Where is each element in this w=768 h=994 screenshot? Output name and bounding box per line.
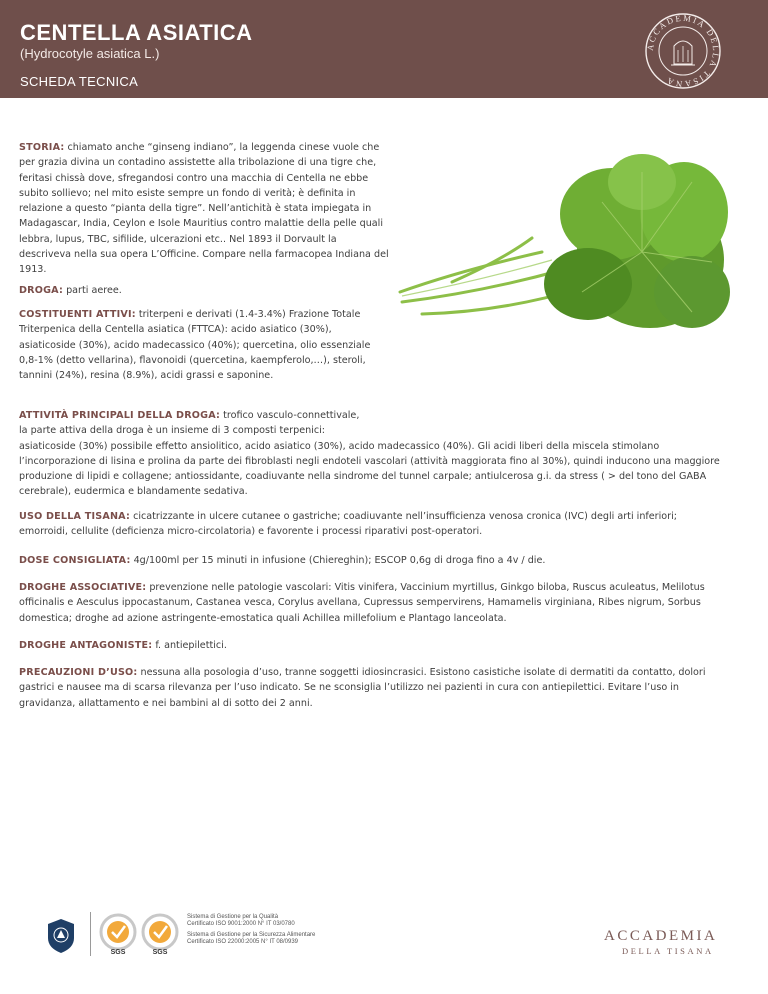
document-type: SCHEDA TECNICA (20, 74, 139, 89)
label-antagoniste: DROGHE ANTAGONISTE: (19, 640, 153, 651)
text-dose: 4g/100ml per 15 minuti in infusione (Chiereghin); ESCOP 0,6g di droga fino a 4v / die. (130, 555, 546, 566)
section-droga (19, 283, 391, 298)
text-precauzioni: nessuna alla posologia d’uso, tranne soggetti idiosincrasici. Esistono casistiche isolate di dermatiti da contatto, dolori gastrici e nausee ma di scarsa rilevanza per l’uso indicato. Se ne sconsiglia l’utilizzo nei pazienti in cura con antiepilettici. Evitare l’uso in gravidanza, allattamento e nei bambini al di sotto dei 2 anni. (19, 667, 706, 709)
label-dose: DOSE CONSIGLIATA: (19, 555, 131, 566)
footer-divider (90, 912, 91, 956)
cert-line-3: Sistema di Gestione per la Sicurezza Alimentare (187, 931, 316, 938)
label-costituenti: COSTITUENTI ATTIVI: (19, 309, 136, 320)
section-precauzioni (19, 665, 729, 711)
text-storia: chiamato anche “ginseng indiano”, la leggenda cinese vuole che per grazia divina un contadino assistette alla tribolazione di una tigre che, feritasi chissà dove, sfregandosi contro una macchia di Centella ne ebbe subito sollievo; nel mito esiste sempre un fondo di verità; è definita in relazione a questo “pianta della tigre”. Nell’antichità è stata impiegata in Madagascar, India, Ceylon e Isole Mauritius contro malattie della pelle quali lebbra, lupus, TBC, sifilide, ulcerazioni etc.. Nel 1893 il Dorvault la descriveva nella sua opera L’Officine. Compare nella farmacopea Indiana del 1913. (19, 142, 389, 276)
brand-name: ACCADEMIA (604, 928, 718, 944)
cert-line-4: Certificato ISO 22000:2005 N° IT 08/0939 (187, 939, 299, 946)
label-associative: DROGHE ASSOCIATIVE: (19, 582, 147, 593)
label-storia: STORIA: (19, 142, 65, 153)
section-uso-tisana (19, 509, 729, 540)
section-associative (19, 580, 729, 626)
page-title: CENTELLA ASIATICA (20, 20, 253, 45)
label-attivita: ATTIVITÀ PRINCIPALI DELLA DROGA: (19, 410, 221, 421)
text-attivita-line2: la parte attiva della droga è un insieme di 3 composti terpenici: (19, 425, 326, 437)
brand-subtitle: DELLA TISANA (622, 946, 714, 956)
section-costituenti (19, 307, 391, 383)
text-antagoniste: f. antiepilettici. (152, 640, 227, 651)
accademia-crest-icon (46, 918, 76, 954)
accademia-seal-icon (644, 12, 722, 90)
section-dose (19, 553, 729, 568)
text-associative: prevenzione nelle patologie vascolari: Vitis vinifera, Vaccinium myrtillus, Ginkgo biloba, Ruscus aculeatus, Melilotus officinalis e Aesculus ippocastanum, Castanea vesca, Corylus avellana, Cupressus sempervirens, Hamamelis virginiana, Ribes nigrum, Sorbus domestica; droghe ad azione astringente-emostatica quali Achillea millefolium e Plantago lanceolata. (19, 582, 705, 624)
text-uso-tisana: cicatrizzante in ulcere cutanee o gastriche; coadiuvante nell’insufficienza venosa cronica (IVC) degli arti inferiori; emorroidi, cellulite (deficienza micro-circolatoria) e favorente i processi riparativi post-operatori. (19, 511, 678, 538)
section-storia (19, 140, 391, 278)
svg-text:SGS: SGS (110, 949, 126, 956)
text-attivita-line1: trofico vasculo-connettivale, (220, 410, 360, 421)
label-precauzioni: PRECAUZIONI D’USO: (19, 667, 138, 678)
cert-line-1: Sistema di Gestione per la Qualità (187, 914, 279, 920)
centella-plant-image (392, 142, 732, 342)
text-attivita-line3: asiaticoside (30%) possibile effetto ansiolitico, acido asiatico (30%), acido madecassico (40%). Gli acidi liberi della miscela stimolano l’incorporazione di lisina e prolina da parte dei fibroblasti negli endoteli vascolari (attività maggiorata fino al 30%), quindi inducono una maggiore produzione di lipidi e collagene; antiossidante, coadiuvante nella sindrome del tunnel carpale; antiulcerosa g.i. da stress ( > del tono del GABA cerebrale), eudermica e blandamente sedativa. (19, 440, 720, 498)
section-attivita (19, 408, 729, 500)
svg-text:SGS: SGS (152, 949, 168, 956)
text-costituenti: triterpeni e derivati (1.4-3.4%) Frazione Totale Triterpenica della Centella asiatica (FTTCA): acido asiatico (30%), asiaticoside (30%), acido madecassico (40%); quercetina, olio essenziale 0,8-1% (detto vellarina), flavonoidi (quercetina, kaempferolo,…), steroli, tannini (24%), resina (8.9%), acidi grassi e saponine. (19, 309, 371, 382)
sgs-iso22000-badge-icon (140, 912, 180, 956)
label-droga: DROGA: (19, 285, 64, 296)
cert-line-2: Certificato ISO 9001:2000 N° IT 03/0780 (187, 921, 295, 928)
botanical-name: (Hydrocotyle asiatica L.) (20, 46, 160, 61)
header-band (0, 0, 768, 98)
section-antagoniste (19, 638, 729, 653)
text-droga: parti aeree. (63, 285, 122, 296)
label-uso-tisana: USO DELLA TISANA: (19, 511, 131, 522)
sgs-iso9001-badge-icon (98, 912, 138, 956)
certification-text (187, 914, 387, 947)
svg-text:ACCADEMIA DELLA TISANA: ACCADEMIA DELLA TISANA (644, 12, 722, 90)
